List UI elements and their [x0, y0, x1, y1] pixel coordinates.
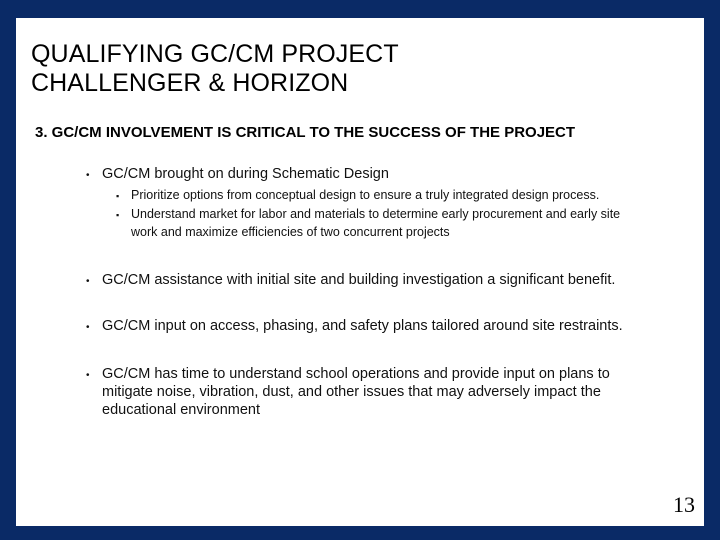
- title-line-1: QUALIFYING GC/CM PROJECT: [31, 40, 399, 68]
- sub-bullet-item: [102, 205, 646, 241]
- bullet-marker: •: [86, 370, 90, 381]
- bullet-item: [86, 317, 646, 335]
- page-number: 13: [673, 492, 695, 517]
- bullet-item: [86, 365, 646, 419]
- sub-bullet-text: Understand market for labor and materials to determine early procurement and early site work and maximize efficiencies of two concurrent projects: [131, 207, 621, 239]
- slide-subtitle: 3. GC/CM INVOLVEMENT IS CRITICAL TO THE SUCCESS OF THE PROJECT: [35, 124, 576, 141]
- sub-bullet-text: Prioritize options from conceptual design to ensure a truly integrated design process.: [131, 188, 600, 202]
- sub-bullet-item: [102, 186, 646, 204]
- bullet-marker: •: [86, 322, 90, 333]
- bullet-item: [86, 165, 646, 241]
- bullet-list: [86, 165, 646, 419]
- sub-bullet-marker: ▪: [116, 191, 120, 201]
- slide-title: [31, 40, 399, 98]
- sub-bullet-marker: ▪: [116, 210, 120, 220]
- bullet-text: GC/CM input on access, phasing, and safety plans tailored around site restraints.: [102, 318, 623, 334]
- bullet-marker: •: [86, 170, 90, 181]
- bullet-text: GC/CM has time to understand school operations and provide input on plans to mitigate noise, vibration, dust, and other issues that may adversely impact the educational environment: [102, 366, 610, 418]
- bullet-text: GC/CM assistance with initial site and building investigation a significant benefit.: [102, 272, 616, 288]
- bullet-item: [86, 271, 646, 289]
- sub-bullet-list: [102, 186, 646, 241]
- title-line-2: CHALLENGER & HORIZON: [31, 69, 349, 97]
- bullet-marker: •: [86, 276, 90, 287]
- bullet-text: GC/CM brought on during Schematic Design: [102, 166, 389, 182]
